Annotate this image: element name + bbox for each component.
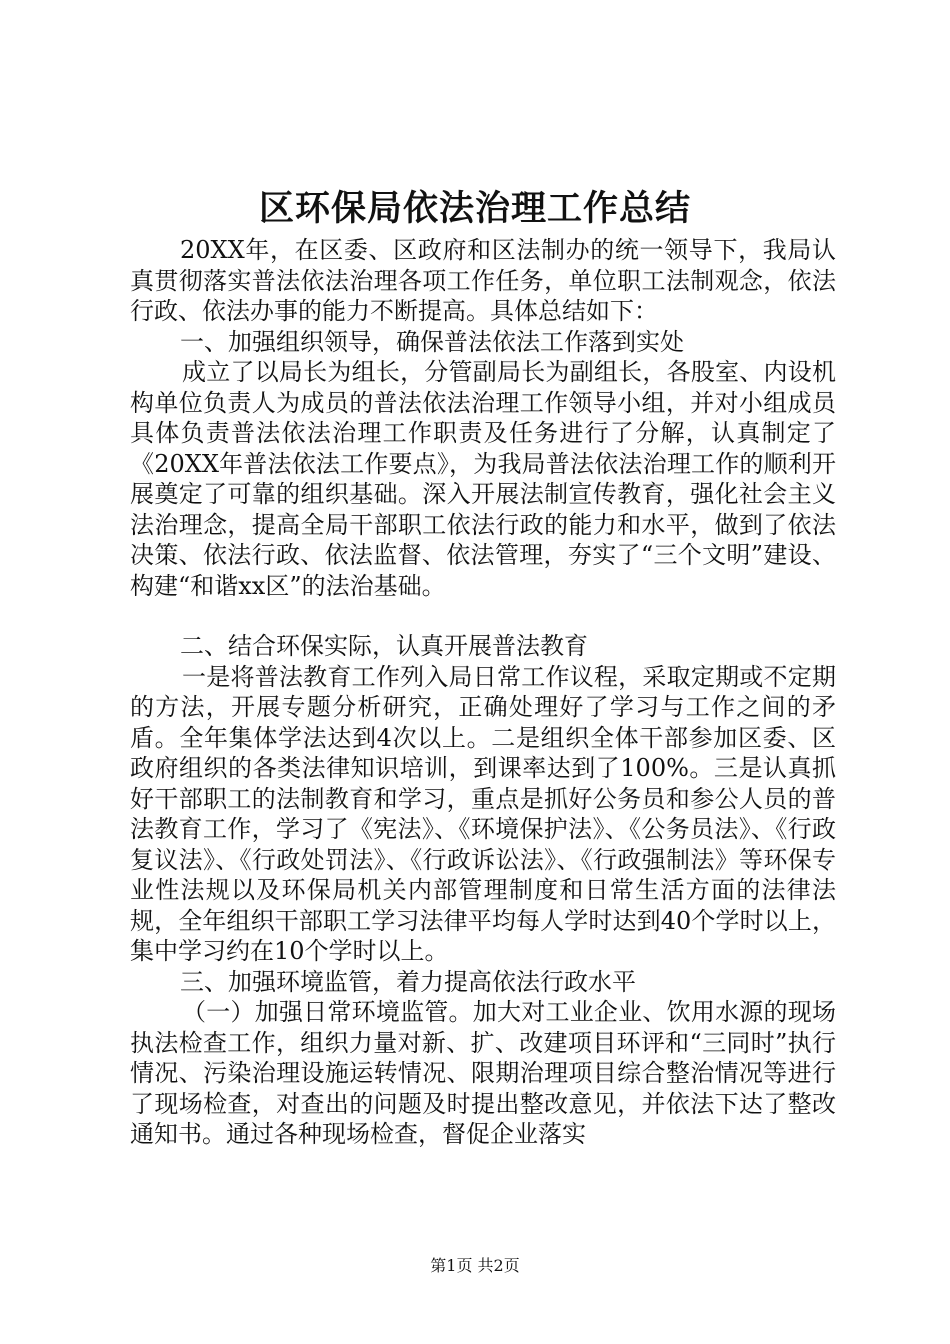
document-body [130,235,836,1150]
section-1-heading: 一、加强组织领导，确保普法依法工作落到实处 [180,327,684,356]
section-3-paragraph: （一）加强日常环境监管。加大对工业企业、饮用水源的现场执法检查工作，组织力量对新、扩、改建项目环评和“三同时”执行情况、污染治理设施运转情况、限期治理项目综合整治情况等进行了现场检查，对查出的问题及时提出整改意见，并依法下达了整改通知书。通过各种现场检查，督促企业落实 [130,998,836,1148]
paragraph-spacer [130,601,836,631]
section-1-paragraph: 成立了以局长为组长，分管副局长为副组长，各股室、内设机构单位负责人为成员的普法依法治理工作领导小组，并对小组成员具体负责普法依法治理工作职责及任务进行了分解，认真制定了《20XX年普法依法工作要点》，为我局普法依法治理工作的顺利开展奠定了可靠的组织基础。深入开展法制宣传教育，强化社会主义法治理念，提高全局干部职工依法行政的能力和水平，做到了依法决策、依法行政、依法监督、依法管理，夯实了“三个文明”建设、构建“和谐xx区”的法治基础。 [130,358,836,600]
page-footer: 第1页 共2页 [430,1256,520,1275]
section-2-heading: 二、结合环保实际，认真开展普法教育 [180,632,588,660]
document-title: 区环保局依法治理工作总结 [258,188,691,229]
section-2-paragraph: 一是将普法教育工作列入局日常工作议程，采取定期或不定期的方法，开展专题分析研究，正确处理好了学习与工作之间的矛盾。全年集体学法达到4次以上。二是组织全体干部参加区委、区政府组织的各类法律知识培训，到课率达到了100%。三是认真抓好干部职工的法制教育和学习，重点是抓好公务员和参公人员的普法教育工作，学习了《宪法》、《环境保护法》、《公务员法》、《行政复议法》、《行政处罚法》、《行政诉讼法》、《行政强制法》等环保专业性法规以及环保局机关内部管理制度和日常生活方面的法律法规，全年组织干部职工学习法律平均每人学时达到40个学时以上，集中学习约在10个学时以上。 [130,662,836,965]
section-3-heading: 三、加强环境监管，着力提高依法行政水平 [180,967,636,996]
intro-paragraph: 20XX年，在区委、区政府和区法制办的统一领导下，我局认真贯彻落实普法依法治理各项工作任务，单位职工法制观念，依法行政、依法办事的能力不断提高。具体总结如下： [130,236,836,325]
